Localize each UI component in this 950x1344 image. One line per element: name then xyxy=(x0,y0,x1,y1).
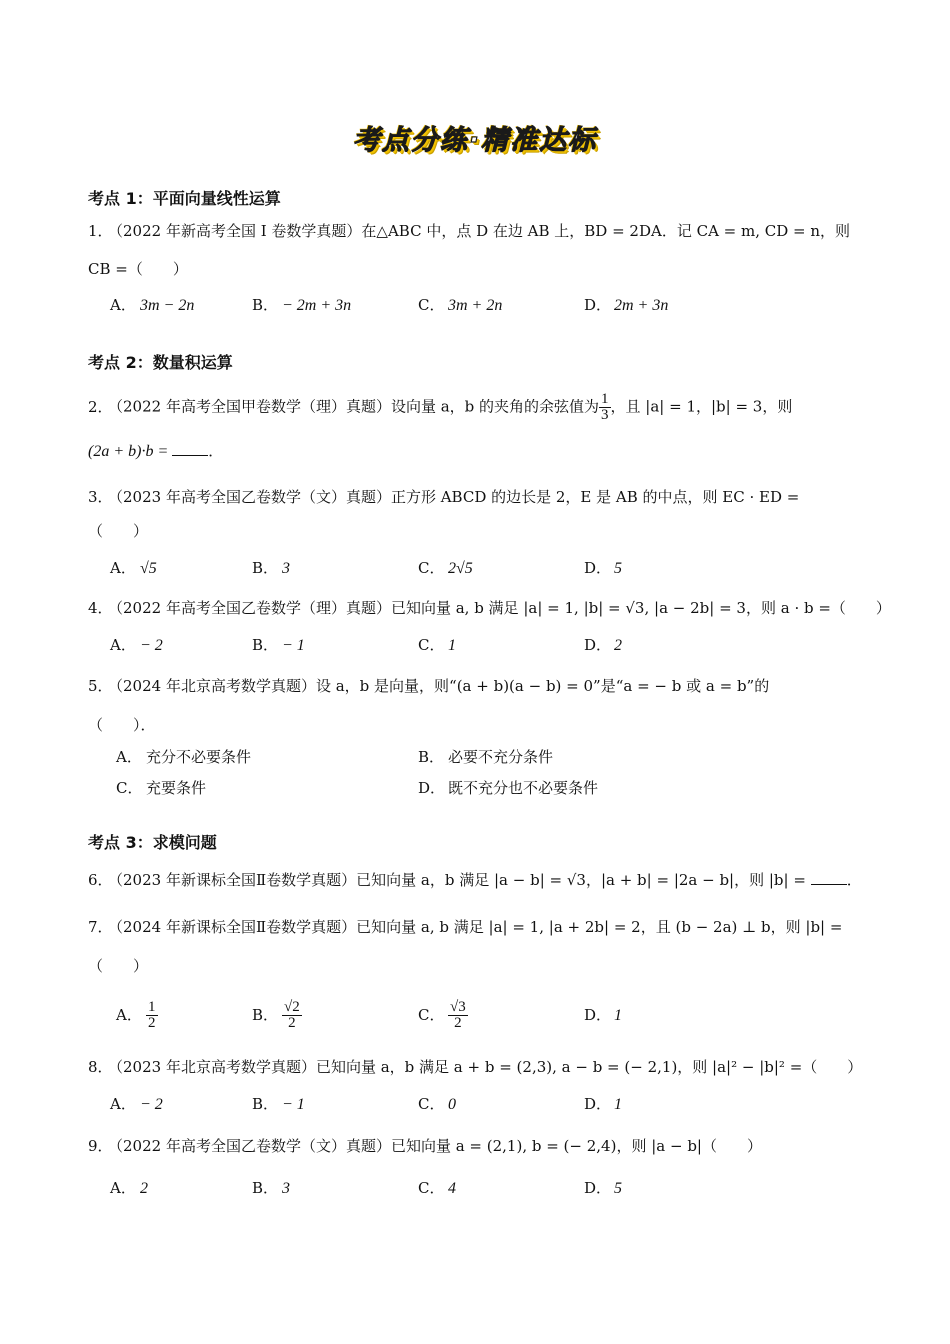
question-text: （2022 年高考全国乙卷数学（文）真题）已知向量 a = (2,1), b = (− 2,4)，则 |a − b|（ ） xyxy=(108,1137,762,1155)
question-8 xyxy=(88,1056,868,1078)
option-c[interactable]: C． 2√5 xyxy=(418,559,473,577)
option-c[interactable]: C． $\frac{√3}{2}$ xyxy=(418,999,466,1031)
option-b[interactable]: B． − 2m + 3n xyxy=(252,296,352,314)
option-a[interactable]: A． √5 xyxy=(110,559,157,577)
question-number: 6． xyxy=(88,871,113,889)
question-text: （2024 年北京高考数学真题）设 a，b 是向量，则“(a + b)(a − b) = 0”是“a = − b 或 a = b”的 xyxy=(108,677,770,695)
option-d[interactable]: D． 1 xyxy=(584,1006,622,1024)
question-5 xyxy=(88,675,868,697)
question-9 xyxy=(88,1135,868,1157)
option-a[interactable]: A． 充分不必要条件 xyxy=(116,748,252,766)
question-number: 2． xyxy=(88,397,113,416)
section-heading-1: 考点 1：平面向量线性运算 xyxy=(88,189,281,208)
option-c[interactable]: C． 3m + 2n xyxy=(418,296,503,314)
option-b[interactable]: B． 必要不充分条件 xyxy=(418,748,554,766)
option-b[interactable]: B． − 1 xyxy=(252,1095,305,1113)
answer-blank[interactable] xyxy=(811,870,847,885)
question-2 xyxy=(88,392,868,423)
question-1 xyxy=(88,220,868,242)
option-b[interactable]: B． $\frac{√2}{2}$ xyxy=(252,999,300,1031)
question-3-continuation: （ ） xyxy=(88,522,149,540)
option-c[interactable]: C． 4 xyxy=(418,1179,456,1197)
section-heading-3: 考点 3：求模问题 xyxy=(88,833,217,852)
question-7-continuation: （ ） xyxy=(88,957,149,975)
question-6: 6．（2023 年新课标全国Ⅱ卷数学真题）已知向量 a，b 满足 |a − b| = √3，|a + b| = |2a − b|，则 |b| = ． xyxy=(88,871,862,889)
option-d[interactable]: D． 5 xyxy=(584,1179,622,1197)
fraction: $\frac{1}{3}$ xyxy=(601,391,609,423)
option-a[interactable]: A． − 2 xyxy=(110,1095,163,1113)
question-number: 1． xyxy=(88,222,113,240)
question-number: 7． xyxy=(88,918,113,936)
question-2-continuation: (2a + b)·b = ． xyxy=(88,442,224,460)
option-d[interactable]: D． 2m + 3n xyxy=(584,296,669,314)
question-4 xyxy=(88,597,891,619)
section-heading-2: 考点 2：数量积运算 xyxy=(88,353,233,372)
option-a[interactable]: A． 3m − 2n xyxy=(110,296,195,314)
question-text-after: ，且 |a| = 1，|b| = 3，则 xyxy=(610,397,793,416)
question-7 xyxy=(88,916,868,938)
answer-blank[interactable] xyxy=(172,441,208,456)
option-d[interactable]: D． 2 xyxy=(584,636,622,654)
question-number: 5． xyxy=(88,677,113,695)
question-number: 3． xyxy=(88,488,113,506)
option-c[interactable]: C． 1 xyxy=(418,636,456,654)
option-c[interactable]: C． 0 xyxy=(418,1095,456,1113)
question-1-continuation: CB =（ ） xyxy=(88,260,188,278)
question-3 xyxy=(88,486,868,508)
option-c[interactable]: C． 充要条件 xyxy=(116,779,207,797)
option-d[interactable]: D． 1 xyxy=(584,1095,622,1113)
question-number: 4． xyxy=(88,599,113,617)
question-number: 8． xyxy=(88,1058,113,1076)
option-a[interactable]: A． $\frac{1}{2}$ xyxy=(116,999,156,1031)
question-5-continuation: （ ）． xyxy=(88,716,156,734)
question-text: （2022 年高考全国甲卷数学（理）真题）设向量 a，b 的夹角的余弦值为 xyxy=(108,397,600,416)
question-text: （2022 年高考全国乙卷数学（理）真题）已知向量 a, b 满足 |a| = 1, |b| = √3, |a − 2b| = 3，则 a · b =（ ） xyxy=(108,599,891,617)
option-b[interactable]: B． 3 xyxy=(252,559,290,577)
option-b[interactable]: B． − 1 xyxy=(252,636,305,654)
page-title: 考点分练·精准达标 xyxy=(352,125,598,156)
question-text: （2022 年新高考全国 I 卷数学真题）在△ABC 中，点 D 在边 AB 上，BD = 2DA．记 CA = m, CD = n，则 xyxy=(108,222,851,240)
option-d[interactable]: D． 既不充分也不必要条件 xyxy=(418,779,599,797)
question-text: （2023 年新课标全国Ⅱ卷数学真题）已知向量 a，b 满足 |a − b| = √3，|a + b| = |2a − b|，则 |b| = xyxy=(108,871,811,889)
option-a[interactable]: A． − 2 xyxy=(110,636,163,654)
option-b[interactable]: B． 3 xyxy=(252,1179,290,1197)
question-text: （2024 年新课标全国Ⅱ卷数学真题）已知向量 a, b 满足 |a| = 1, |a + 2b| = 2，且 (b − 2a) ⊥ b，则 |b| = xyxy=(108,918,843,936)
question-text: （2023 年北京高考数学真题）已知向量 a，b 满足 a + b = (2,3), a − b = (− 2,1)，则 |a|² − |b|² =（ ） xyxy=(108,1058,863,1076)
option-d[interactable]: D． 5 xyxy=(584,559,622,577)
question-text: （2023 年高考全国乙卷数学（文）真题）正方形 ABCD 的边长是 2，E 是 AB 的中点，则 EC · ED = xyxy=(108,488,800,506)
question-number: 9． xyxy=(88,1137,113,1155)
option-a[interactable]: A． 2 xyxy=(110,1179,148,1197)
